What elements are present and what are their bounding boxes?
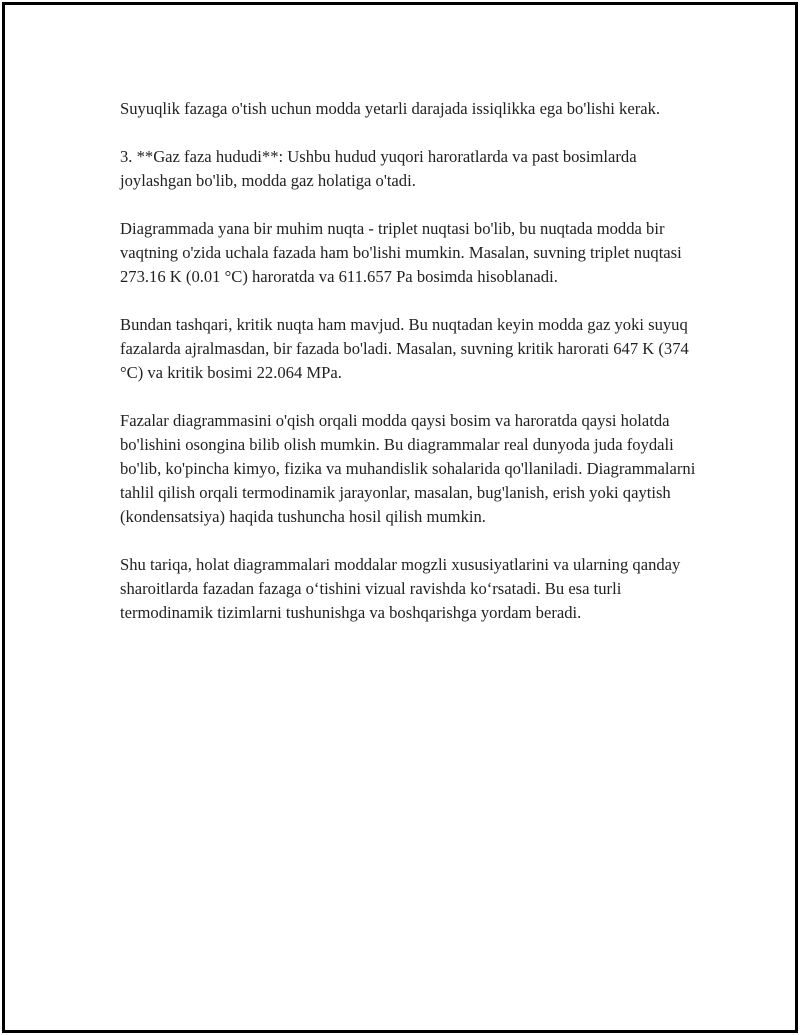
paragraph-gas-phase: 3. **Gaz faza hududi**: Ushbu hudud yuqori haroratlarda va past bosimlarda joylashgan bo'lib, modda gaz holatiga o'tadi.: [120, 147, 637, 190]
page-border: [2, 2, 798, 1033]
paragraph-liquid-phase: Suyuqlik fazaga o'tish uchun modda yetarli darajada issiqlikka ega bo'lishi kerak.: [120, 99, 661, 118]
document-body: [120, 97, 710, 649]
paragraph-conclusion: Shu tariqa, holat diagrammalari moddalar mogzli xususiyatlarini va ularning qanday sharoitlarda fazadan fazaga o‘tishini vizual ravishda ko‘rsatadi. Bu esa turli termodinamik tizimlarni tushunishga va boshqarishga yordam beradi.: [120, 555, 681, 622]
paragraph-triple-point: Diagrammada yana bir muhim nuqta - triplet nuqtasi bo'lib, bu nuqtada modda bir vaqtning o'zida uchala fazada ham bo'lishi mumkin. Masalan, suvning triplet nuqtasi 273.16 K (0.01 °C) haroratda va 611.657 Pa bosimda hisoblanadi.: [120, 219, 682, 286]
paragraph-reading-diagram: Fazalar diagrammasini o'qish orqali modda qaysi bosim va haroratda qaysi holatda bo'lishini osongina bilib olish mumkin. Bu diagrammalar real dunyoda juda foydali bo'lib, ko'pincha kimyo, fizika va muhandislik sohalarida qo'llaniladi. Diagrammalarni tahlil qilish orqali termodinamik jarayonlar, masalan, bug'lanish, erish yoki qaytish (kondensatsiya) haqida tushuncha hosil qilish mumkin.: [120, 411, 696, 526]
paragraph-critical-point: Bundan tashqari, kritik nuqta ham mavjud. Bu nuqtadan keyin modda gaz yoki suyuq fazalarda ajralmasdan, bir fazada bo'ladi. Masalan, suvning kritik harorati 647 K (374 °C) va kritik bosimi 22.064 MPa.: [120, 315, 689, 382]
